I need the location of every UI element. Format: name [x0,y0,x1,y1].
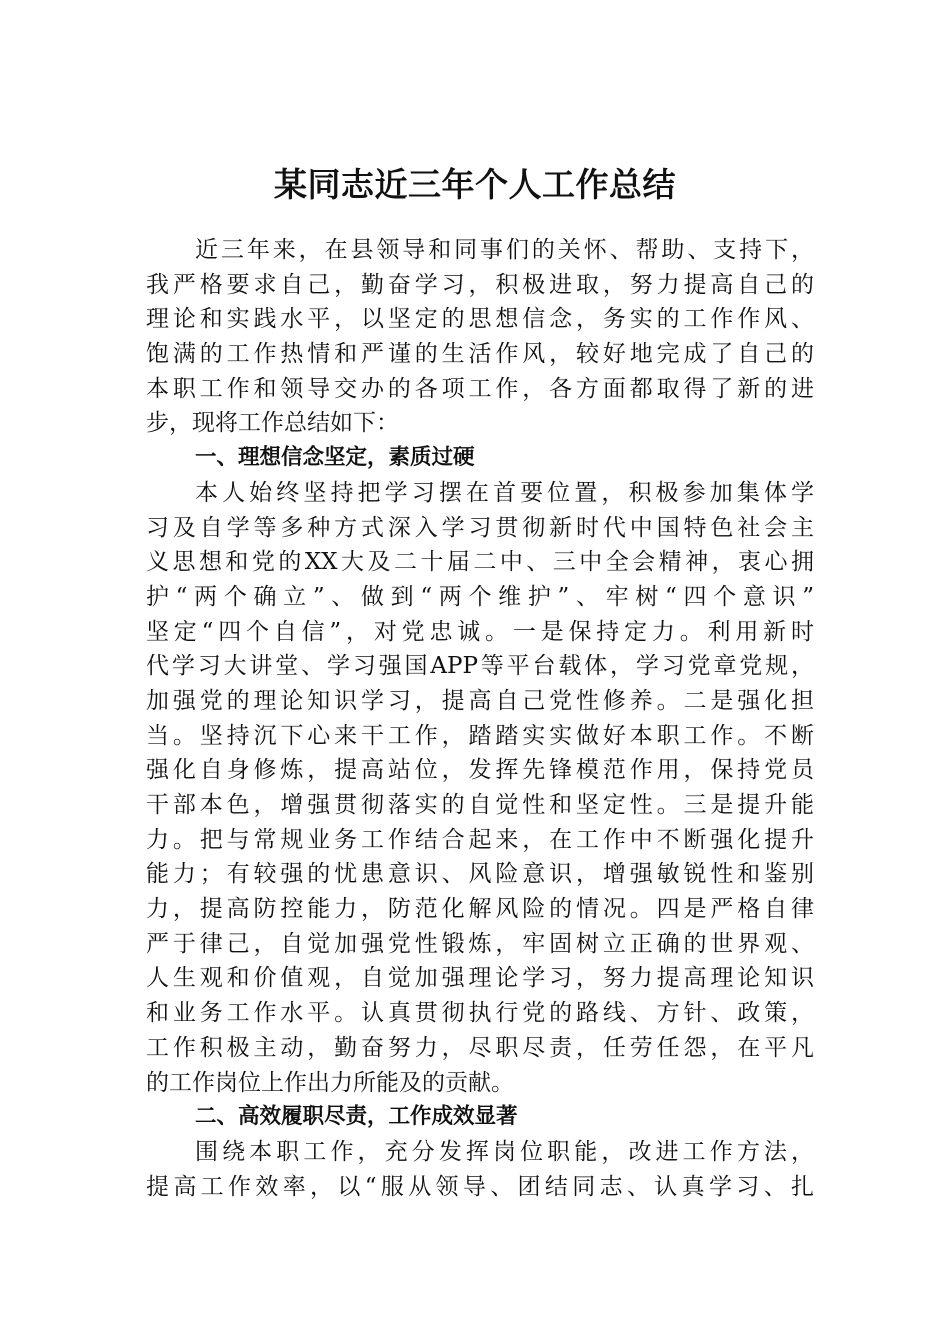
section2-line: 围绕本职工作，充分发挥岗位职能，改进工作方法， [195,1138,814,1165]
intro-line: 本职工作和领导交办的各项工作，各方面都取得了新的进 [146,375,814,402]
intro-line: 近三年来，在县领导和同事们的关怀、帮助、支持下， [195,237,814,263]
section-heading-2: 二、高效履职尽责，工作成效显著 [195,1104,518,1130]
section1-line: 和业务工作水平。认真贯彻执行党的路线、方针、政策， [146,1000,814,1027]
section1-line: 代学习大讲堂、学习强国APP等平台载体，学习党章党规， [146,653,814,680]
section1-line: 人生观和价值观，自觉加强理论学习，努力提高理论知识 [146,965,814,992]
section1-line: 加强党的理论知识学习，提高自己党性修养。二是强化担 [146,687,814,714]
section1-line: 力。把与常规业务工作结合起来，在工作中不断强化提升 [146,826,814,853]
section1-line: 能力；有较强的忧患意识、风险意识，增强敏锐性和鉴别 [146,861,814,888]
section1-line: 习及自学等多种方式深入学习贯彻新时代中国特色社会主 [146,514,814,541]
section1-line: 护“两个确立”、做到“两个维护”、牢树“四个意识” [146,583,814,610]
intro-line: 步，现将工作总结如下： [146,410,399,437]
document-title: 某同志近三年个人工作总结 [274,165,676,204]
section1-line: 力，提高防控能力，防范化解风险的情况。四是严格自律 [146,896,814,923]
section1-line: 强化自身修炼，提高站位，发挥先锋模范作用，保持党员 [146,757,814,784]
section1-line: 干部本色，增强贯彻落实的自觉性和坚定性。三是提升能 [146,792,814,818]
intro-line: 理论和实践水平，以坚定的思想信念，务实的工作作风、 [146,306,814,333]
intro-line: 饱满的工作热情和严谨的生活作风，较好地完成了自己的 [146,341,814,368]
intro-line: 我严格要求自己，勤奋学习，积极进取，努力提高自己的 [146,271,814,298]
section-heading-1: 一、理想信念坚定，素质过硬 [195,445,475,471]
section1-line: 义思想和党的XX大及二十届二中、三中全会精神，衷心拥 [146,549,814,576]
section1-line: 工作积极主动，勤奋努力，尽职尽责，任劳任怨，在平凡 [146,1034,814,1061]
document-body [146,233,814,1204]
section1-line: 当。坚持沉下心来干工作，踏踏实实做好本职工作。不断 [146,722,814,749]
section1-line: 严于律己，自觉加强党性锻炼，牢固树立正确的世界观、 [146,930,814,957]
section1-line: 坚定“四个自信”，对党忠诚。一是保持定力。利用新时 [146,618,814,645]
section2-line: 提高工作效率，以“服从领导、团结同志、认真学习、扎 [146,1173,814,1200]
section1-line: 本人始终坚持把学习摆在首要位置，积极参加集体学 [195,479,814,506]
section1-line: 的工作岗位上作出力所能及的贡献。 [146,1069,514,1096]
